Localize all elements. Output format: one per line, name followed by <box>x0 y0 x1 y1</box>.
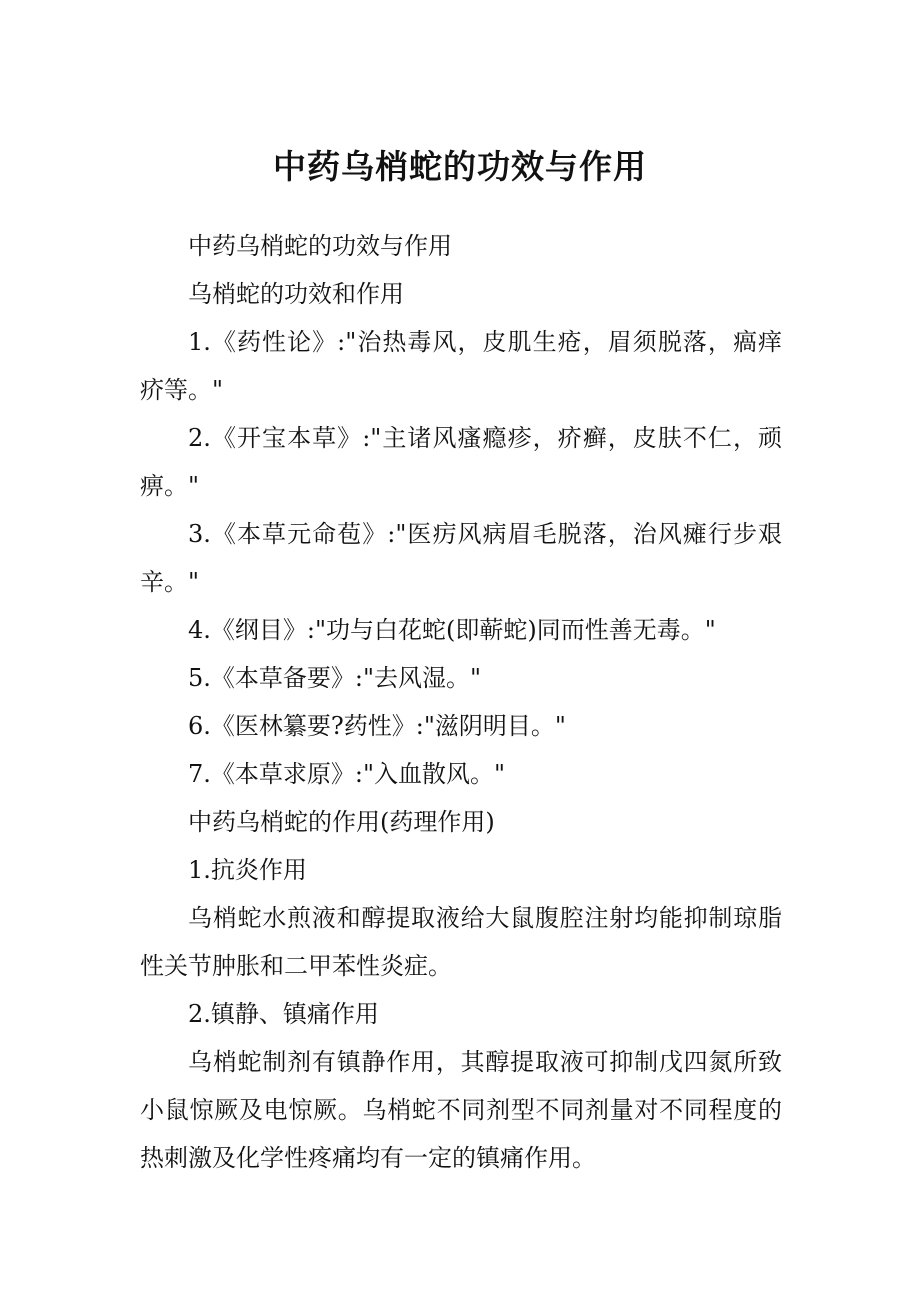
document-title: 中药乌梢蛇的功效与作用 <box>273 147 647 186</box>
paragraph-heading: 中药乌梢蛇的功效与作用 <box>188 232 452 260</box>
paragraph-sedative-text: 乌梢蛇制剂有镇静作用，其醇提取液可抑制戊四氮所致小鼠惊厥及电惊厥。乌梢蛇不同剂型不同剂量对不同程度的热刺激及化学性疼痛均有一定的镇痛作用。 <box>140 1048 782 1172</box>
paragraph-citation-4: 4.《纲目》:"功与白花蛇(即蕲蛇)同而性善无毒。" <box>188 616 716 644</box>
paragraph-citation-2: 2.《开宝本草》:"主诸风瘙瘾疹，疥癣，皮肤不仁，顽痹。" <box>140 424 782 500</box>
paragraph-subheading: 乌梢蛇的功效和作用 <box>188 280 404 308</box>
paragraph-anti-inflammatory-text: 乌梢蛇水煎液和醇提取液给大鼠腹腔注射均能抑制琼脂性关节肿胀和二甲苯性炎症。 <box>140 904 782 980</box>
paragraph-citation-1: 1.《药性论》:"治热毒风，皮肌生疮，眉须脱落，瘑痒疥等。" <box>140 328 782 404</box>
paragraph-citation-5: 5.《本草备要》:"去风湿。" <box>188 664 482 692</box>
document-body <box>140 222 782 1182</box>
paragraph-pharmacology-heading: 中药乌梢蛇的作用(药理作用) <box>188 808 495 836</box>
paragraph-citation-6: 6.《医林纂要?药性》:"滋阴明目。" <box>188 712 566 740</box>
paragraph-citation-7: 7.《本草求原》:"入血散风。" <box>188 760 506 788</box>
paragraph-sedative-heading: 2.镇静、镇痛作用 <box>188 1000 379 1028</box>
paragraph-citation-3: 3.《本草元命苞》:"医疠风病眉毛脱落，治风瘫行步艰辛。" <box>140 520 782 596</box>
paragraph-anti-inflammatory-heading: 1.抗炎作用 <box>188 856 307 884</box>
